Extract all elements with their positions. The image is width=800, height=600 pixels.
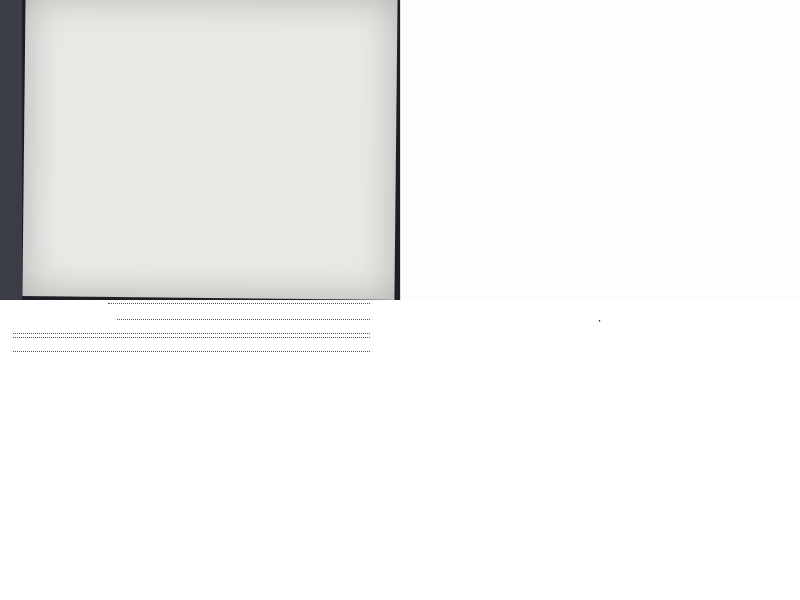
senior-menu-heading [25,10,397,14]
kids-breakfast-list [25,10,397,14]
menu-paper [22,0,397,300]
menu-breakfast-specials [0,300,400,600]
senior-menu-list [25,10,397,14]
menu-kids-drinks [400,0,800,300]
preorder-note: . [598,309,602,325]
bread-options [25,10,397,14]
menu-photo-breakfast [0,0,400,300]
wings-flyer [400,300,800,600]
menu-edge-prices [0,0,22,300]
kids-breakfast-heading [25,10,397,14]
omelettes [0,351,400,355]
